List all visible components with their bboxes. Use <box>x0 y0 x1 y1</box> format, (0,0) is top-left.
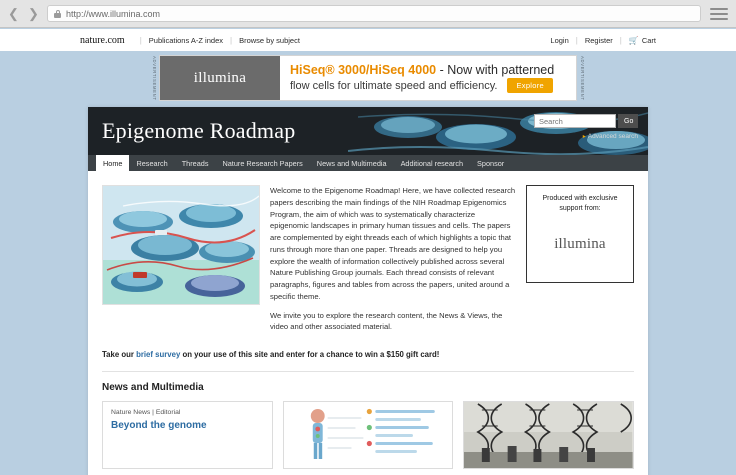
news-card-kicker: Nature News | Editorial <box>111 409 181 417</box>
advertiser-logo <box>160 56 280 100</box>
tab-home[interactable]: Home <box>96 155 129 171</box>
survey-link[interactable]: brief survey <box>136 350 181 360</box>
address-bar[interactable] <box>47 5 701 22</box>
section-title-news-multimedia: News and Multimedia <box>102 382 204 394</box>
news-card[interactable] <box>463 401 634 469</box>
tab-sponsor[interactable]: Sponsor <box>477 158 505 168</box>
divider: | <box>575 35 578 45</box>
site-container <box>88 107 648 475</box>
nature-global-header <box>0 29 736 51</box>
chevron-right-icon: ▸ <box>582 134 586 140</box>
lock-icon <box>54 10 61 18</box>
shopping-cart-icon[interactable]: 🛒 <box>628 35 639 45</box>
cart-link[interactable]: Cart <box>641 35 656 45</box>
epigenome-roadmap-illustration <box>102 185 260 305</box>
sponsor-logo-text: illumina <box>554 236 606 253</box>
advertisement-headline-strong: HiSeq® 3000/HiSeq 4000 <box>290 63 437 77</box>
advertisement-banner[interactable] <box>159 55 577 101</box>
video-thumbnail-figure <box>464 402 633 468</box>
sponsor-logo <box>533 236 627 253</box>
nav-browse-by-subject[interactable]: Browse by subject <box>239 35 300 45</box>
tab-additional-research[interactable]: Additional research <box>400 158 464 168</box>
hamburger-menu-icon[interactable] <box>710 8 728 20</box>
advanced-search-link[interactable] <box>583 133 638 140</box>
survey-text-after: on your use of this site and enter for a chance to win a $150 gift card! <box>180 350 440 360</box>
advertisement-band <box>0 51 736 107</box>
news-card-body <box>103 402 272 440</box>
infographic-figure <box>284 402 453 468</box>
account-links <box>550 36 656 45</box>
site-masthead <box>88 107 648 155</box>
tab-nature-research-papers[interactable]: Nature Research Papers <box>222 158 303 168</box>
survey-text-before: Take our <box>102 350 137 360</box>
back-arrow-icon[interactable]: ❮ <box>8 6 19 21</box>
sponsor-text: Produced with exclusive support from: <box>542 195 618 213</box>
advertisement-subline: flow cells for ultimate speed and efficiency. <box>290 79 498 92</box>
divider: | <box>230 35 233 45</box>
divider: | <box>619 35 622 45</box>
login-link[interactable]: Login <box>550 35 569 45</box>
page-viewport <box>0 29 736 475</box>
advertisement-subline-row <box>290 78 576 93</box>
advertisement-cta-button[interactable]: Explore <box>507 78 553 93</box>
advertisement-label-left: ADVERTISEMENT <box>152 55 157 101</box>
advertiser-logo-text: illumina <box>193 69 247 86</box>
site-navigation <box>88 155 648 171</box>
advertisement-headline <box>290 63 576 77</box>
advertisement-label-right: ADVERTISEMENT <box>580 55 586 101</box>
browser-toolbar <box>0 0 736 28</box>
advertisement-copy <box>280 63 576 93</box>
register-link[interactable]: Register <box>584 35 613 45</box>
main-content <box>88 171 648 350</box>
news-card-headline[interactable]: Beyond the genome <box>111 420 207 432</box>
survey-callout <box>88 350 648 371</box>
forward-arrow-icon[interactable]: ❯ <box>28 6 39 21</box>
intro-paragraph-2: We invite you to explore the research content, the News & Views, the video and other associated material. <box>270 310 503 332</box>
page-title: Epigenome Roadmap <box>102 118 296 143</box>
advanced-search-label: Advanced search <box>587 133 638 140</box>
news-card[interactable] <box>283 401 454 469</box>
url-text: http://www.illumina.com <box>66 8 161 19</box>
divider: | <box>139 35 142 45</box>
nature-logo[interactable]: nature.com <box>80 34 125 46</box>
news-card-list <box>88 401 648 475</box>
tab-threads[interactable]: Threads <box>181 158 209 168</box>
intro-paragraph-1: Welcome to the Epigenome Roadmap! Here, we have collected research papers describing the main findings of the NIH Roadmap Epigenomics Program, the aim of which was to systematically characterize epigenomic landscapes in primary human tissues and cells. The papers are complemented by eight threads each of which highlights a topic that runs through more than one paper. Threads are designed to help you explore the wealth of information collectively published across several Nature Publishing Group journals. Each thread consists of relevant paragraphs, figures and tables from across the papers, united around a specific theme. <box>270 186 516 301</box>
navigation-arrows <box>8 7 38 20</box>
tab-news-and-multimedia[interactable]: News and Multimedia <box>316 158 387 168</box>
search-button[interactable]: Go <box>618 114 638 128</box>
tab-research[interactable]: Research <box>136 158 168 168</box>
news-card[interactable] <box>102 401 273 469</box>
hero-illustration-svg <box>103 186 260 305</box>
nav-publications-index[interactable]: Publications A-Z index <box>148 35 223 45</box>
search-input[interactable] <box>534 114 616 128</box>
sponsor-box <box>526 185 634 283</box>
advertisement-headline-rest: - Now with patterned <box>436 63 555 77</box>
search-bar <box>534 114 638 128</box>
intro-text <box>270 185 516 340</box>
